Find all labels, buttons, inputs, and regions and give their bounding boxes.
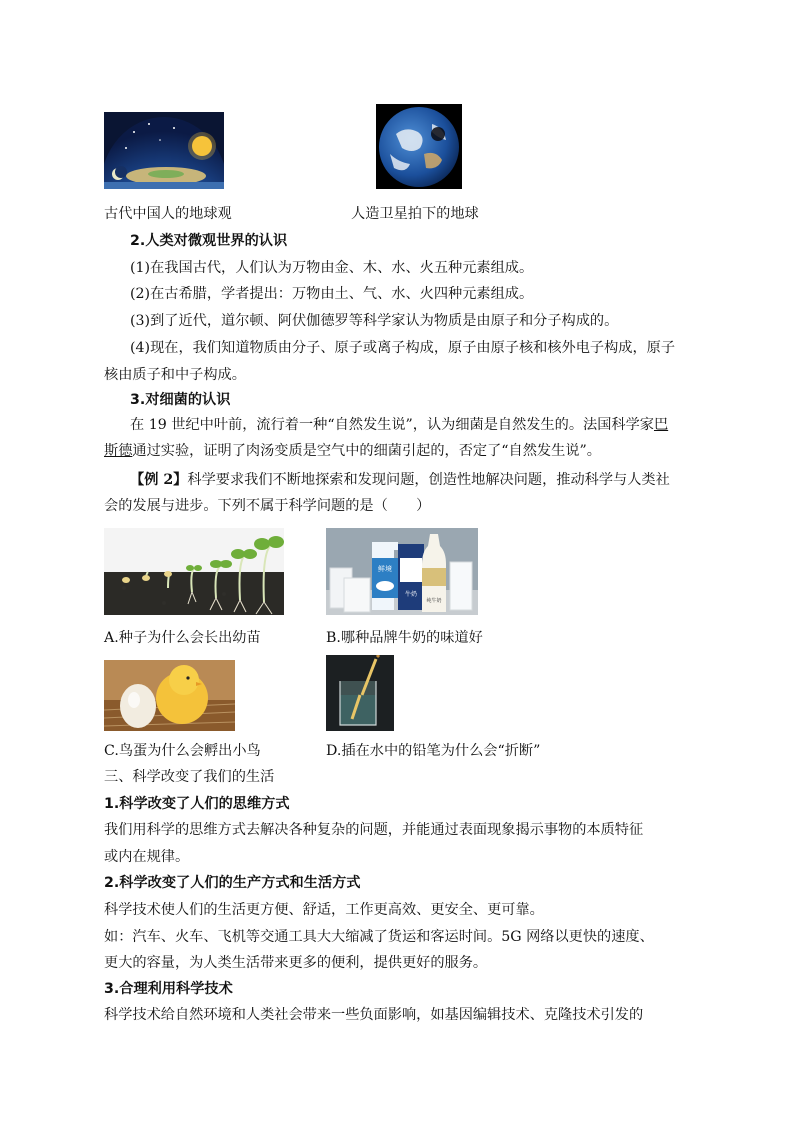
example-paragraph-line-2: 更大的容量，为人类生活带来更多的便利，提供更好的服务。 xyxy=(104,955,488,971)
thinking-paragraph-line-2: 或内在规律。 xyxy=(104,849,190,865)
micro-world-item-4: (4)现在，我们知道物质由分子、原子或离子构成，原子由原子核和核外电子构成，原子 xyxy=(130,340,676,356)
micro-world-item-1: (1)在我国古代，人们认为万物由金、木、水、火五种元素组成。 xyxy=(130,260,534,276)
milk-label-2: 牛奶 xyxy=(404,591,418,598)
pencil-in-water-image xyxy=(326,655,394,731)
heading-production: 2.科学改变了人们的生产方式和生活方式 xyxy=(104,875,361,891)
ancient-earth-view-image xyxy=(104,112,224,189)
caption-satellite-earth: 人造卫星拍下的地球 xyxy=(351,206,479,222)
micro-world-item-4-cont: 核由质子和中子构成。 xyxy=(104,367,246,383)
chick-egg-image xyxy=(104,660,235,731)
part-3-title: 三、科学改变了我们的生活 xyxy=(104,769,275,785)
example-2-tag: 【例 2】 xyxy=(130,472,188,488)
heading-thinking: 1.科学改变了人们的思维方式 xyxy=(104,796,290,812)
seedlings-image xyxy=(104,528,284,615)
example-2-line-1: 【例 2】科学要求我们不断地探索和发现问题，创造性地解决问题，推动科学与人类社 xyxy=(130,472,670,488)
bacteria-paragraph-line-2: 斯德通过实验，证明了肉汤变质是空气中的细菌引起的，否定了“自然发生说”。 xyxy=(104,443,601,459)
option-d: D.插在水中的铅笔为什么会“折断” xyxy=(326,743,541,759)
option-b: B.哪种品牌牛奶的味道好 xyxy=(326,630,483,646)
caption-ancient-earth: 古代中国人的地球观 xyxy=(104,206,232,222)
example-paragraph-line-1: 如：汽车、火车、飞机等交通工具大大缩减了货运和客运时间。5G 网络以更快的速度、 xyxy=(104,929,654,945)
thinking-paragraph-line-1: 我们用科学的思维方式去解决各种复杂的问题，并能通过表面现象揭示事物的本质特征 xyxy=(104,822,644,838)
milk-label-1: 鲜境 xyxy=(378,565,392,573)
heading-micro-world: 2.人类对微观世界的认识 xyxy=(130,233,288,249)
milk-label-3: 纯牛奶 xyxy=(426,598,442,604)
reasonable-use-paragraph: 科学技术给自然环境和人类社会带来一些负面影响，如基因编辑技术、克隆技术引发的 xyxy=(104,1007,644,1023)
heading-reasonable-use: 3.合理利用科学技术 xyxy=(104,981,233,997)
heading-bacteria: 3.对细菌的认识 xyxy=(130,392,231,408)
pasteur-name-part-1: 巴 xyxy=(653,417,669,433)
example-2-line-2: 会的发展与进步。下列不属于科学问题的是（ ） xyxy=(104,498,431,514)
production-paragraph: 科学技术使人们的生活更方便、舒适，工作更高效、更安全、更可靠。 xyxy=(104,902,544,918)
micro-world-item-3: (3)到了近代，道尔顿、阿伏伽德罗等科学家认为物质是由原子和分子构成的。 xyxy=(130,313,619,329)
pasteur-name-part-2: 斯德 xyxy=(104,443,133,459)
micro-world-item-2: (2)在古希腊，学者提出：万物由土、气、水、火四种元素组成。 xyxy=(130,286,534,302)
satellite-earth-image xyxy=(376,104,462,189)
bacteria-paragraph-line-1: 在 19 世纪中叶前，流行着一种“自然发生说”，认为细菌是自然发生的。法国科学家巴 xyxy=(130,417,669,433)
option-c: C.鸟蛋为什么会孵出小鸟 xyxy=(104,743,261,759)
milk-products-image xyxy=(326,528,478,615)
option-a: A.种子为什么会长出幼苗 xyxy=(104,630,261,646)
